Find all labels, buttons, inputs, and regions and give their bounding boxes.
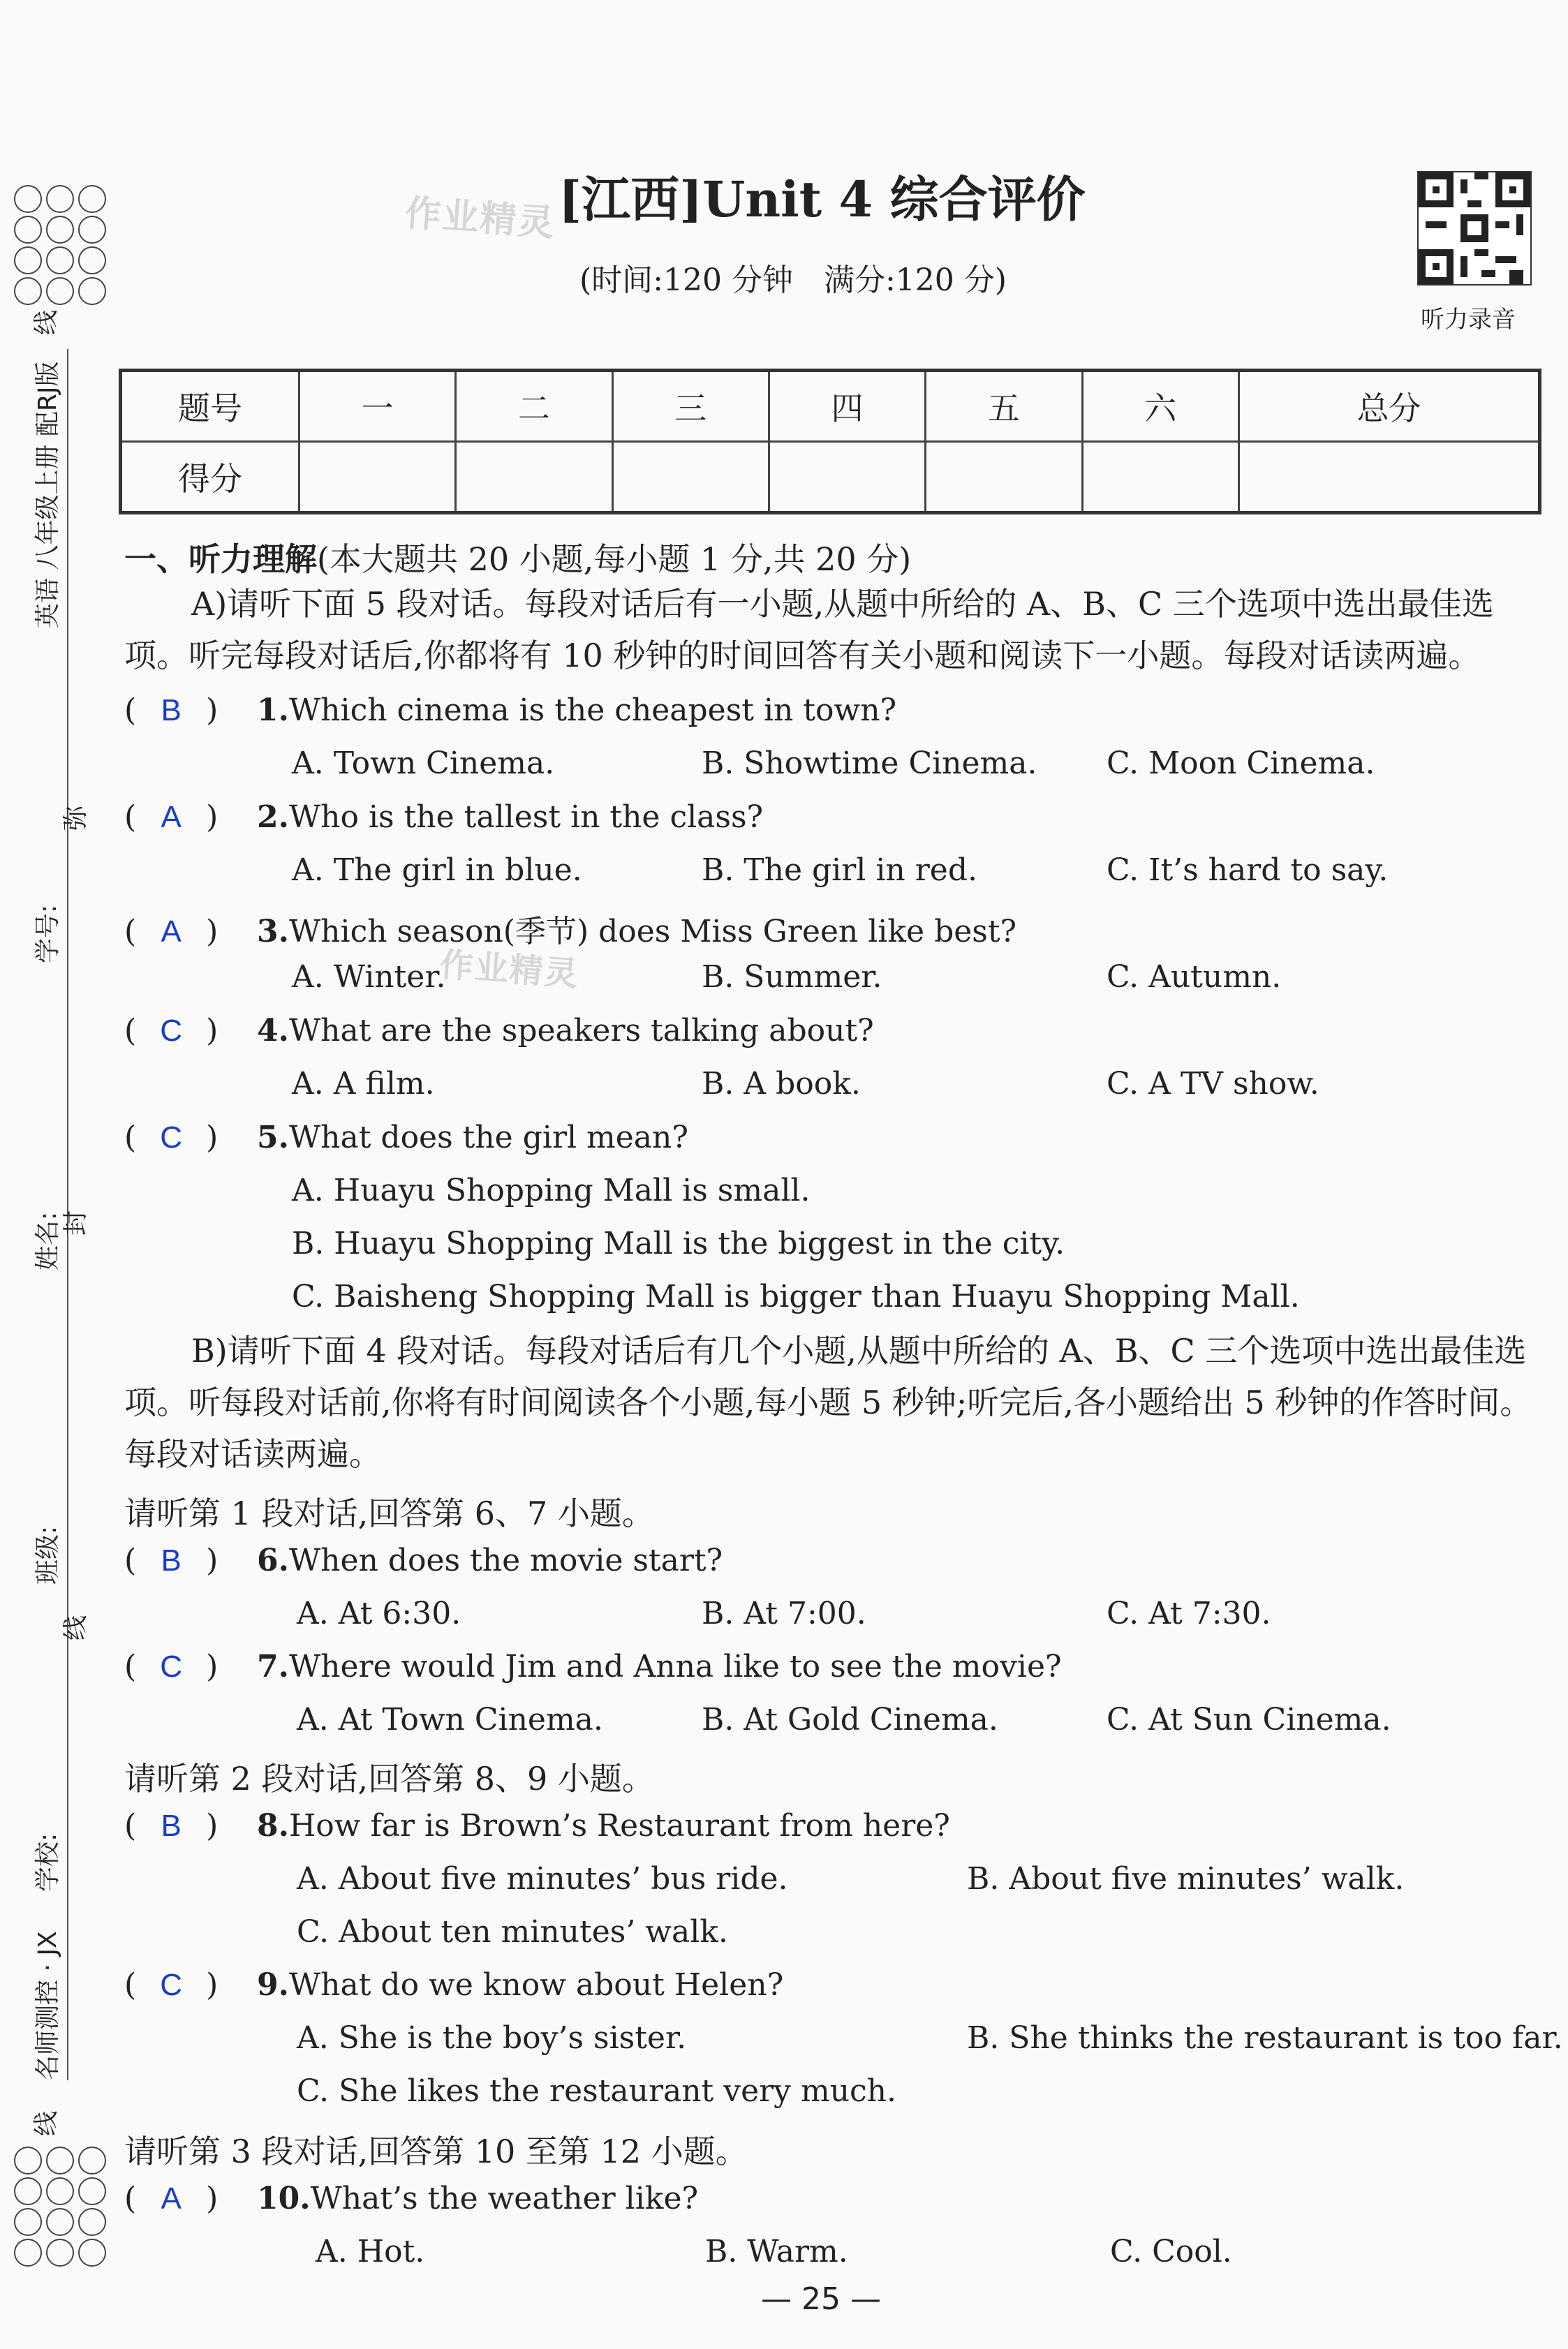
margin-line-mark-bottom: 线 [32,2110,61,2136]
answer-mark[interactable]: A [161,2181,182,2216]
option: A. About five minutes’ bus ride. [297,1861,788,1897]
option: C. She likes the restaurant very much. [297,2073,897,2109]
table-cell: 六 [1082,371,1238,442]
option: C. Autumn. [1107,959,1282,995]
section-note: (本大题共 20 小题,每小题 1 分,共 20 分) [317,540,912,578]
score-input-cell[interactable] [926,442,1082,513]
question-10: ( A ) 10.What’s the weather like? [124,2181,699,2216]
score-input-cell[interactable] [1238,442,1539,513]
option: C. It’s hard to say. [1107,852,1389,888]
answer-mark[interactable]: C [160,1014,183,1048]
option: B. She thinks the restaurant is too far. [967,2020,1563,2056]
question-5: ( C ) 5.What does the girl mean? [124,1120,688,1155]
option: A. A film. [292,1066,435,1102]
option: A. The girl in blue. [292,852,582,888]
option: A. At 6:30. [297,1596,461,1631]
answer-mark[interactable]: A [161,914,182,949]
answer-mark[interactable]: B [161,1809,182,1843]
margin-banji: 班级: [34,1525,62,1585]
part-b-instructions: B)请听下面 4 段对话。每段对话后有几个小题,从题中所给的 A、B、C 三个选项中选出最佳选项。听每段对话前,你将有时间阅读各个小题,每小题 5 秒钟;听完后,各小题给出 5 秒钟的作答时间。每段对话读两遍。 [124,1332,1532,1473]
table-cell: 题号 [121,371,299,442]
section-heading [124,534,911,580]
answer-mark[interactable]: B [161,1543,182,1578]
option: A. Huayu Shopping Mall is small. [292,1173,811,1208]
option: A. At Town Cinema. [297,1702,603,1737]
option: A. Hot. [316,2234,425,2269]
option: A. Winter. [292,959,446,995]
margin-xuexiao: 学校: [34,1832,62,1892]
dialog-prompt: 请听第 3 段对话,回答第 10 至第 12 小题。 [124,2133,748,2170]
question-6: ( B ) 6.When does the movie start? [124,1543,723,1578]
score-input-cell[interactable] [456,442,612,513]
table-cell: 五 [926,371,1082,442]
score-input-cell[interactable] [299,442,456,513]
part-a-instructions: A)请听下面 5 段对话。每段对话后有一小题,从题中所给的 A、B、C 三个选项中选出最佳选项。听完每段对话后,你都将有 10 秒钟的时间回答有关小题和阅读下一小题。每段对话读两遍。 [124,585,1494,674]
score-table [119,369,1541,514]
option: B. The girl in red. [702,852,977,888]
answer-mark[interactable]: C [160,1650,183,1684]
option: C. At 7:30. [1107,1596,1271,1631]
watermark: 作业精灵 [403,192,557,245]
binding-circles-top [14,185,108,305]
option: B. Showtime Cinema. [702,746,1037,781]
page-title: [江西]Unit 4 综合评价 [559,170,1086,228]
margin-line-mark-top: 线 [32,309,61,335]
question-9: ( C ) 9.What do we know about Helen? [124,1967,784,2003]
binding-circles-bottom [14,2147,108,2267]
watermark: 作业精灵 [438,945,581,994]
option: B. Huayu Shopping Mall is the biggest in the city. [292,1226,1065,1261]
option: C. Cool. [1110,2234,1232,2269]
answer-mark[interactable]: C [160,1120,183,1155]
question-8: ( B ) 8.How far is Brown’s Restaurant from here? [124,1808,950,1844]
option: B. Warm. [705,2234,848,2269]
qr-code-icon[interactable] [1417,171,1532,286]
table-cell: 得分 [121,442,299,513]
question-7: ( C ) 7.Where would Jim and Anna like to see the movie? [124,1649,1062,1684]
score-input-cell[interactable] [612,442,769,513]
answer-mark[interactable]: B [161,693,182,727]
option: B. Summer. [702,959,882,995]
option: B. A book. [702,1066,861,1102]
answer-mark[interactable]: A [161,800,182,834]
margin-mark-feng: 封 [61,1210,90,1236]
option: A. Town Cinema. [292,746,555,781]
option: C. A TV show. [1107,1066,1319,1102]
question-3: ( A ) 3.Which season(季节) does Miss Green like best? [124,914,1017,949]
exam-time-info: (时间:120 分钟 满分:120 分) [579,262,1007,298]
table-cell: 三 [612,371,769,442]
dialog-prompt: 请听第 2 段对话,回答第 8、9 小题。 [124,1760,654,1798]
table-row [121,371,1540,442]
margin-xingming: 姓名: [34,1211,62,1270]
table-cell: 四 [769,371,925,442]
option: C. Moon Cinema. [1107,746,1375,781]
question-4: ( C ) 4.What are the speakers talking about? [124,1013,874,1048]
dialog-prompt: 请听第 1 段对话,回答第 6、7 小题。 [124,1495,654,1532]
margin-brand: 名师测控 · JX [34,1931,62,2080]
option: C. At Sun Cinema. [1107,1702,1391,1737]
option: C. Baisheng Shopping Mall is bigger than Huayu Shopping Mall. [292,1279,1300,1314]
question-1: ( B ) 1.Which cinema is the cheapest in town? [124,692,897,728]
option: B. About five minutes’ walk. [967,1861,1405,1897]
question-2: ( A ) 2.Who is the tallest in the class? [124,799,764,835]
option: C. About ten minutes’ walk. [297,1914,728,1950]
answer-mark[interactable]: C [160,1968,183,2002]
option: A. She is the boy’s sister. [297,2020,687,2056]
option: B. At 7:00. [702,1596,866,1631]
score-input-cell[interactable] [769,442,925,513]
qr-label: 听力录音 [1421,306,1516,334]
option: B. At Gold Cinema. [702,1702,998,1737]
margin-book-info: 英语 八年级上册 配RJ版 [34,361,62,628]
score-input-cell[interactable] [1082,442,1238,513]
section-title: 一、听力理解 [124,540,317,578]
table-cell: 总分 [1238,371,1539,442]
page-number: — 25 — [761,2281,881,2317]
margin-mark-mi: 弥 [61,805,90,831]
margin-mark-xian: 线 [61,1615,90,1640]
margin-xuehao: 学号: [34,904,62,963]
table-cell: 一 [299,371,456,442]
table-row [121,442,1540,513]
table-cell: 二 [456,371,612,442]
